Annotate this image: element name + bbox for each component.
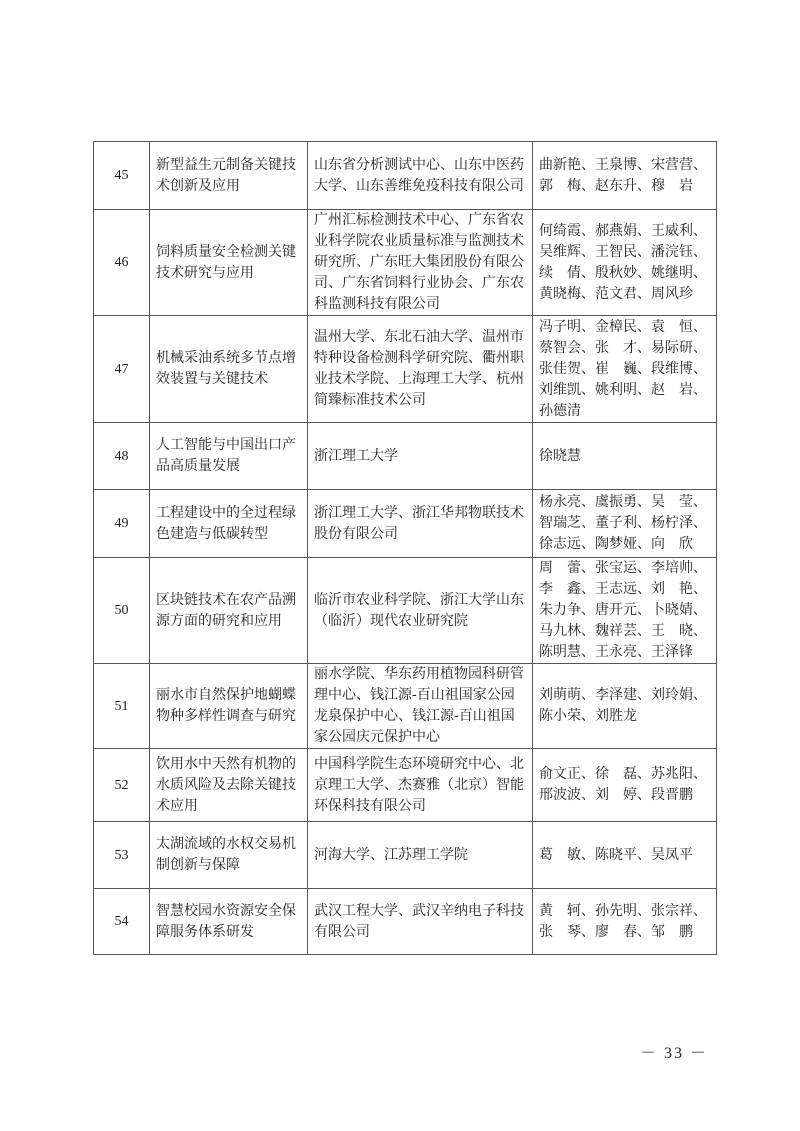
table-row [94,423,717,490]
project-name-cell: 丽水市自然保护地蝴蝶物种多样性调查与研究 [150,664,308,749]
project-name-cell: 人工智能与中国出口产品高质量发展 [150,423,308,490]
units-cell: 中国科学院生态环境研究中心、北京理工大学、杰赛雅（北京）智能环保科技有限公司 [308,749,533,822]
units-cell: 浙江理工大学、浙江华邦物联技术股份有限公司 [308,490,533,558]
table-row [94,316,717,423]
row-number: 54 [94,889,150,955]
units-cell: 河海大学、江苏理工学院 [308,822,533,889]
units-cell: 武汉工程大学、武汉辛纳电子科技有限公司 [308,889,533,955]
table-row [94,822,717,889]
table-row [94,889,717,955]
row-number: 50 [94,558,150,664]
units-cell: 温州大学、东北石油大学、温州市特种设备检测科学研究院、衢州职业技术学院、上海理工大学、杭州简臻标准技术公司 [308,316,533,423]
row-number: 45 [94,142,150,210]
row-number: 47 [94,316,150,423]
project-name-cell: 工程建设中的全过程绿色建造与低碳转型 [150,490,308,558]
row-number: 53 [94,822,150,889]
project-name-cell: 区块链技术在农产品溯源方面的研究和应用 [150,558,308,664]
table-row [94,749,717,822]
project-name-cell: 太湖流域的水权交易机制创新与保障 [150,822,308,889]
people-cell: 曲新艳、王泉博、宋营营、郭 梅、赵东升、穆 岩 [533,142,717,210]
units-cell: 丽水学院、华东药用植物园科研管理中心、钱江源-百山祖国家公园龙泉保护中心、钱江源-百山祖国家公园庆元保护中心 [308,664,533,749]
people-cell: 周 蕾、张宝运、李培帅、李 鑫、王志远、刘 艳、朱力争、唐开元、卜晓婧、马九林、魏祥芸、王 晓、陈明慧、王永亮、王泽锋 [533,558,717,664]
people-cell: 黄 轲、孙先明、张宗祥、张 琴、廖 春、邹 鹏 [533,889,717,955]
people-cell: 冯子明、金樟民、袁 恒、蔡智会、张 才、易际研、张佳贺、崔 巍、段维博、刘维凯、姚利明、赵 岩、孙德清 [533,316,717,423]
people-cell: 葛 敏、陈晓平、吴凤平 [533,822,717,889]
units-cell: 浙江理工大学 [308,423,533,490]
people-cell: 徐晓慧 [533,423,717,490]
people-cell: 何绮霞、郝燕娟、王威利、吴维辉、王智民、潘浣钰、续 倩、殷秋妙、姚继明、黄晓梅、范文君、周风珍 [533,210,717,316]
page-number: － 33 － [640,1045,709,1062]
project-name-cell: 新型益生元制备关键技术创新及应用 [150,142,308,210]
people-cell: 俞文正、徐 磊、苏兆阳、邢波波、刘 婷、段晋鹏 [533,749,717,822]
table-row [94,558,717,664]
project-name-cell: 饲料质量安全检测关键技术研究与应用 [150,210,308,316]
award-table [93,141,717,955]
row-number: 48 [94,423,150,490]
people-cell: 杨永亮、虞振勇、吴 莹、智瑞芝、董子利、杨柠泽、徐志远、陶梦娅、向 欣 [533,490,717,558]
people-cell: 刘萌萌、李泽建、刘玲娟、陈小荣、刘胜龙 [533,664,717,749]
table-row [94,142,717,210]
row-number: 49 [94,490,150,558]
row-number: 46 [94,210,150,316]
table-row [94,210,717,316]
units-cell: 山东省分析测试中心、山东中医药大学、山东善维免疫科技有限公司 [308,142,533,210]
project-name-cell: 智慧校园水资源安全保障服务体系研发 [150,889,308,955]
table-row [94,664,717,749]
units-cell: 临沂市农业科学院、浙江大学山东（临沂）现代农业研究院 [308,558,533,664]
table-row [94,490,717,558]
project-name-cell: 机械采油系统多节点增效装置与关键技术 [150,316,308,423]
project-name-cell: 饮用水中天然有机物的水质风险及去除关键技术应用 [150,749,308,822]
row-number: 51 [94,664,150,749]
units-cell: 广州汇标检测技术中心、广东省农业科学院农业质量标准与监测技术研究所、广东旺大集团股份有限公司、广东省饲料行业协会、广东农科监测科技有限公司 [308,210,533,316]
row-number: 52 [94,749,150,822]
